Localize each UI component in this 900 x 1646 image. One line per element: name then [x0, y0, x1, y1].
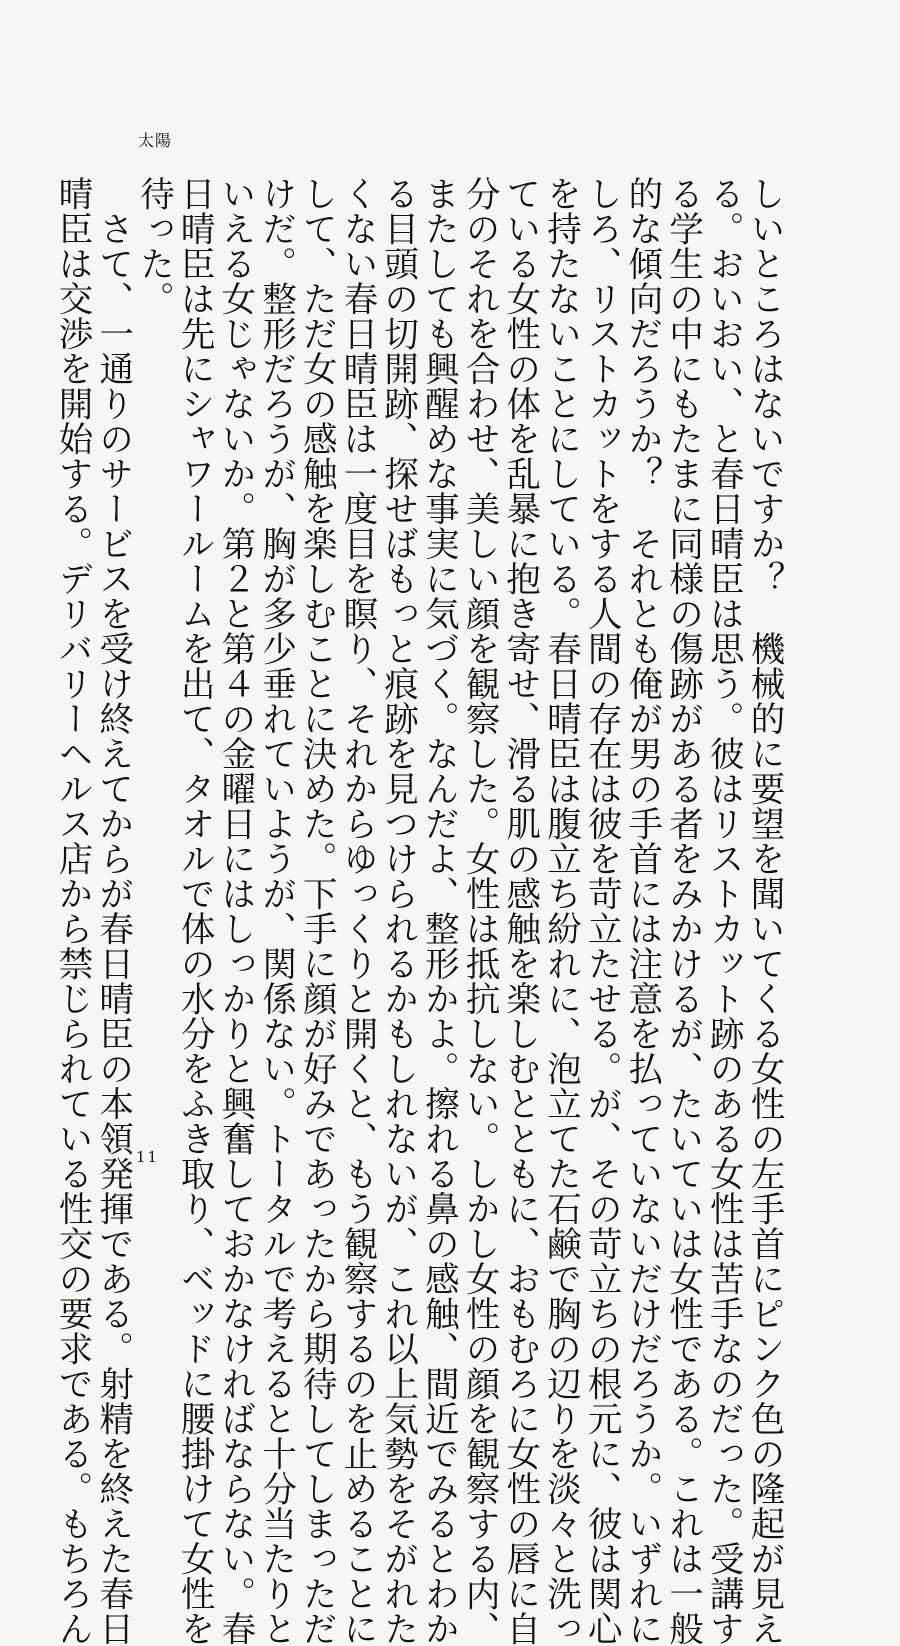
text-line-17: さて、一通りのサービスを受け終えてからが春日晴臣の本領発揮である。射精を終えた春日 — [92, 176, 133, 1646]
text-line-11: くない春日晴臣は一度目を瞑り、それからゆっくりと開くと、もう観察するのを止めることに — [336, 176, 377, 1646]
text-line-2: る。おいおい、と春日晴臣は思う。彼はリストカット跡のある女性は苦手なのだった。受講す — [703, 176, 744, 1646]
text-line-6: を持たないことにしている。春日晴臣は腹立ち紛れに、泡立てた石鹸で胸の辺りを淡々と洗っ — [540, 176, 581, 1646]
text-line-5: しろ、リストカットをする人間の存在は彼を苛立たせる。が、その苛立ちの根元に、彼は関心 — [581, 176, 622, 1646]
text-line-8: 分のそれを合わせ、美しい顔を観察した。女性は抵抗しない。しかし女性の顔を観察する内、 — [459, 176, 500, 1646]
text-line-15: 日晴臣は先にシャワールームを出て、タオルで体の水分をふき取り、ベッドに腰掛けて女性を — [174, 176, 215, 1646]
text-line-13: けだ。整形だろうが、胸が多少垂れていようが、関係ない。トータルで考えると十分当たりと — [255, 176, 296, 1646]
text-line-14: いえる女じゃないか。第２と第４の金曜日にはしっかりと興奮しておかなければならない。春 — [214, 176, 255, 1646]
text-line-3: る学生の中にもたまに同様の傷跡がある者をみかけるが、たいていは女性である。これは一般 — [662, 176, 703, 1646]
running-head: 太陽 — [138, 131, 173, 150]
text-line-9: またしても興醒めな事実に気づく。なんだよ、整形かよ。擦れる鼻の感触、間近でみるとわか — [418, 176, 459, 1646]
text-line-7: ている女性の体を乱暴に抱き寄せ、滑る肌の感触を楽しむとともに、おもむろに女性の唇に自 — [499, 176, 540, 1646]
text-line-4: 的な傾向だろうか？ それとも俺が男の手首には注意を払っていないだけだろうか。いずれに — [621, 176, 662, 1646]
text-line-18: 晴臣は交渉を開始する。デリバリーヘルス店から禁じられている性交の要求である。もちろん — [52, 176, 93, 1646]
text-line-10: る目頭の切開跡、探せばもっと痕跡を見つけられるかもしれないが、これ以上気勢をそがれた — [377, 176, 418, 1646]
text-line-1: しいところはないですか？ 機械的に要望を聞いてくる女性の左手首にピンク色の隆起が見え — [744, 176, 784, 1646]
text-line-16: 待った。 — [133, 176, 174, 316]
page-number: 11 — [136, 1148, 160, 1166]
text-line-12: して、ただ女の感触を楽しむことに決めた。下手に顔が好みであったから期待してしまっただ — [296, 176, 337, 1646]
